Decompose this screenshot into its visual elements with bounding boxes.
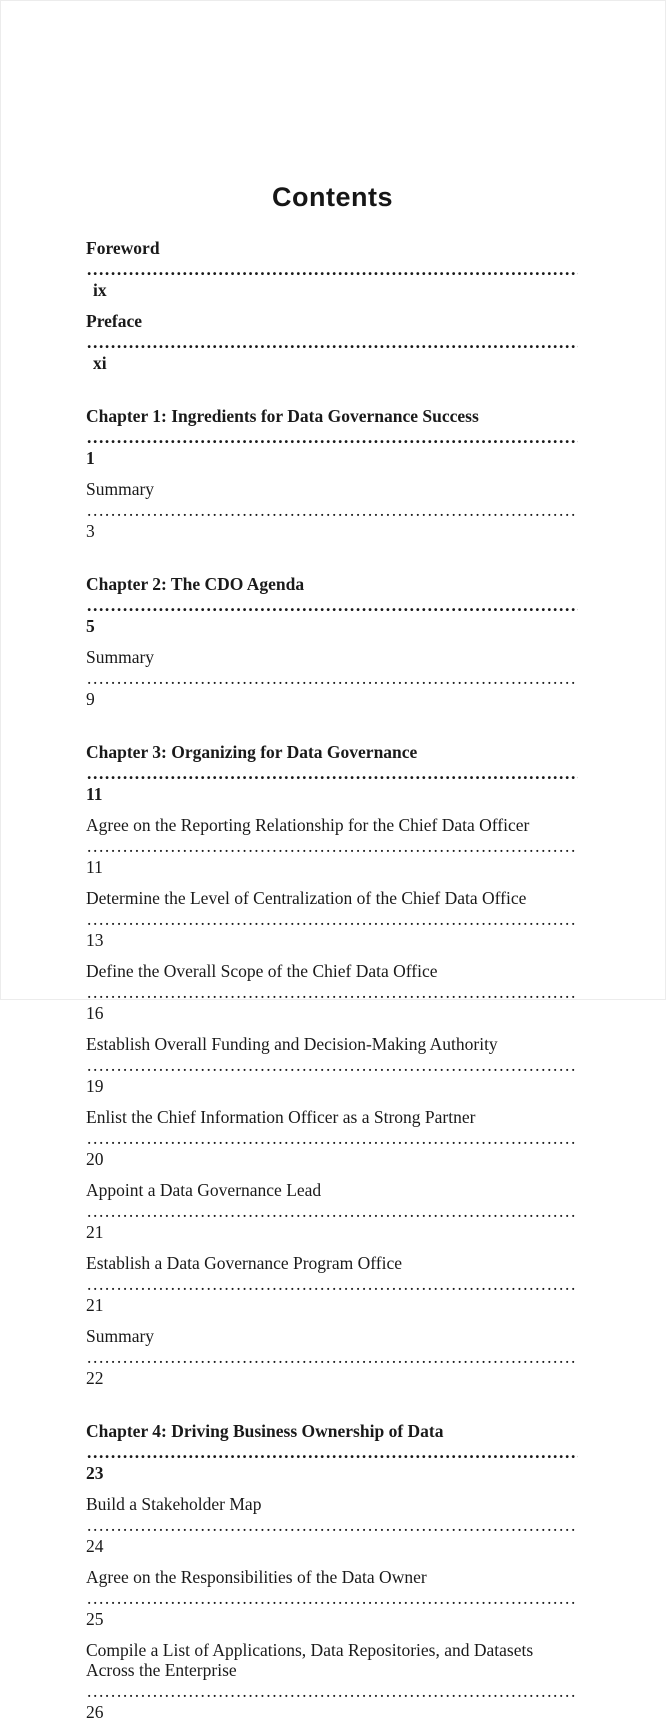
dot-leader [87, 1274, 578, 1295]
toc-entry-page: 9 [86, 689, 95, 709]
toc-entry-page: 13 [86, 930, 104, 950]
toc-entry [86, 742, 579, 805]
dot-leader [87, 1588, 578, 1609]
toc-entry-label: Foreword [86, 238, 160, 258]
dot-leader [87, 909, 578, 930]
toc-entry-page: 26 [86, 1702, 104, 1722]
toc-entry-label: Summary [86, 1326, 155, 1346]
toc-entry-page: 22 [86, 1368, 104, 1388]
toc-entry-page: 19 [86, 1076, 104, 1096]
dot-leader [87, 1347, 578, 1368]
toc-entry [86, 1253, 579, 1316]
toc-entry [86, 1180, 579, 1243]
toc-entry-label: Chapter 4: Driving Business Ownership of Data [86, 1421, 444, 1441]
page-title: Contents [272, 182, 393, 212]
toc-entry [86, 238, 579, 301]
toc-entry [86, 406, 579, 469]
toc-entry-page: 20 [86, 1149, 104, 1169]
dot-leader [87, 668, 578, 689]
dot-leader [87, 332, 578, 353]
toc-entry-label: Define the Overall Scope of the Chief Data Office [86, 961, 442, 981]
toc-entry-page: 3 [86, 521, 95, 541]
toc-entry [86, 888, 579, 951]
toc-entry [86, 1034, 579, 1097]
dot-leader [87, 1201, 578, 1222]
toc-entry-label: Preface [86, 311, 143, 331]
toc-entry [86, 961, 579, 1024]
toc-entry [86, 574, 579, 637]
toc-entry-page: xi [93, 353, 107, 373]
toc-entry-label: Chapter 2: The CDO Agenda [86, 574, 309, 594]
toc-entry-label: Compile a List of Applications, Data Repositories, and Datasets [86, 1640, 534, 1660]
toc-entry [86, 1640, 579, 1723]
toc-entry-label: Agree on the Reporting Relationship for the Chief Data Officer [86, 815, 534, 835]
toc-entry-page: 25 [86, 1609, 104, 1629]
toc-entry-label: Determine the Level of Centralization of the Chief Data Office [86, 888, 527, 908]
toc-entry-page: ix [93, 280, 107, 300]
toc-entry-label: Summary [86, 647, 155, 667]
toc-entry [86, 311, 579, 374]
toc-entry-page: 23 [86, 1463, 104, 1483]
toc-entry-label: Enlist the Chief Information Officer as a Strong Partner [86, 1107, 476, 1127]
dot-leader [87, 595, 578, 616]
toc-entry-page: 11 [86, 857, 103, 877]
toc-entry-label: Appoint a Data Governance Lead [86, 1180, 322, 1200]
toc-entry [86, 1326, 579, 1389]
toc-entry-page: 11 [86, 784, 103, 804]
toc-entry [86, 1107, 579, 1170]
dot-leader [87, 1442, 578, 1463]
toc-entry [86, 815, 579, 878]
toc-entry-label-line2: Across the Enterprise [86, 1660, 242, 1680]
toc-entry-label: Establish a Data Governance Program Office [86, 1253, 407, 1273]
toc-entry [86, 647, 579, 710]
toc-entry [86, 1567, 579, 1630]
toc-entry-page: 5 [86, 616, 95, 636]
toc-entry [86, 479, 579, 542]
dot-leader [87, 763, 578, 784]
toc-entry-page: 1 [86, 448, 95, 468]
toc-entry-label: Agree on the Responsibilities of the Data Owner [86, 1567, 427, 1587]
toc-entry-page: 16 [86, 1003, 104, 1023]
dot-leader [87, 1055, 578, 1076]
dot-leader [87, 259, 578, 280]
toc-entry-page: 24 [86, 1536, 104, 1556]
dot-leader [87, 500, 578, 521]
dot-leader [87, 836, 578, 857]
dot-leader [87, 427, 578, 448]
toc-list [86, 238, 579, 1723]
toc-entry-label: Establish Overall Funding and Decision-Making Authority [86, 1034, 503, 1054]
dot-leader [87, 1681, 578, 1702]
toc-entry-label: Chapter 3: Organizing for Data Governance [86, 742, 418, 762]
toc-entry [86, 1421, 579, 1484]
toc-entry-page: 21 [86, 1295, 104, 1315]
toc-entry-label: Build a Stakeholder Map [86, 1494, 266, 1514]
toc-entry [86, 1494, 579, 1557]
toc-entry-label: Chapter 1: Ingredients for Data Governance Success [86, 406, 479, 426]
toc-entry-page: 21 [86, 1222, 104, 1242]
dot-leader [87, 1128, 578, 1149]
dot-leader [87, 1515, 578, 1536]
toc-entry-label: Summary [86, 479, 155, 499]
